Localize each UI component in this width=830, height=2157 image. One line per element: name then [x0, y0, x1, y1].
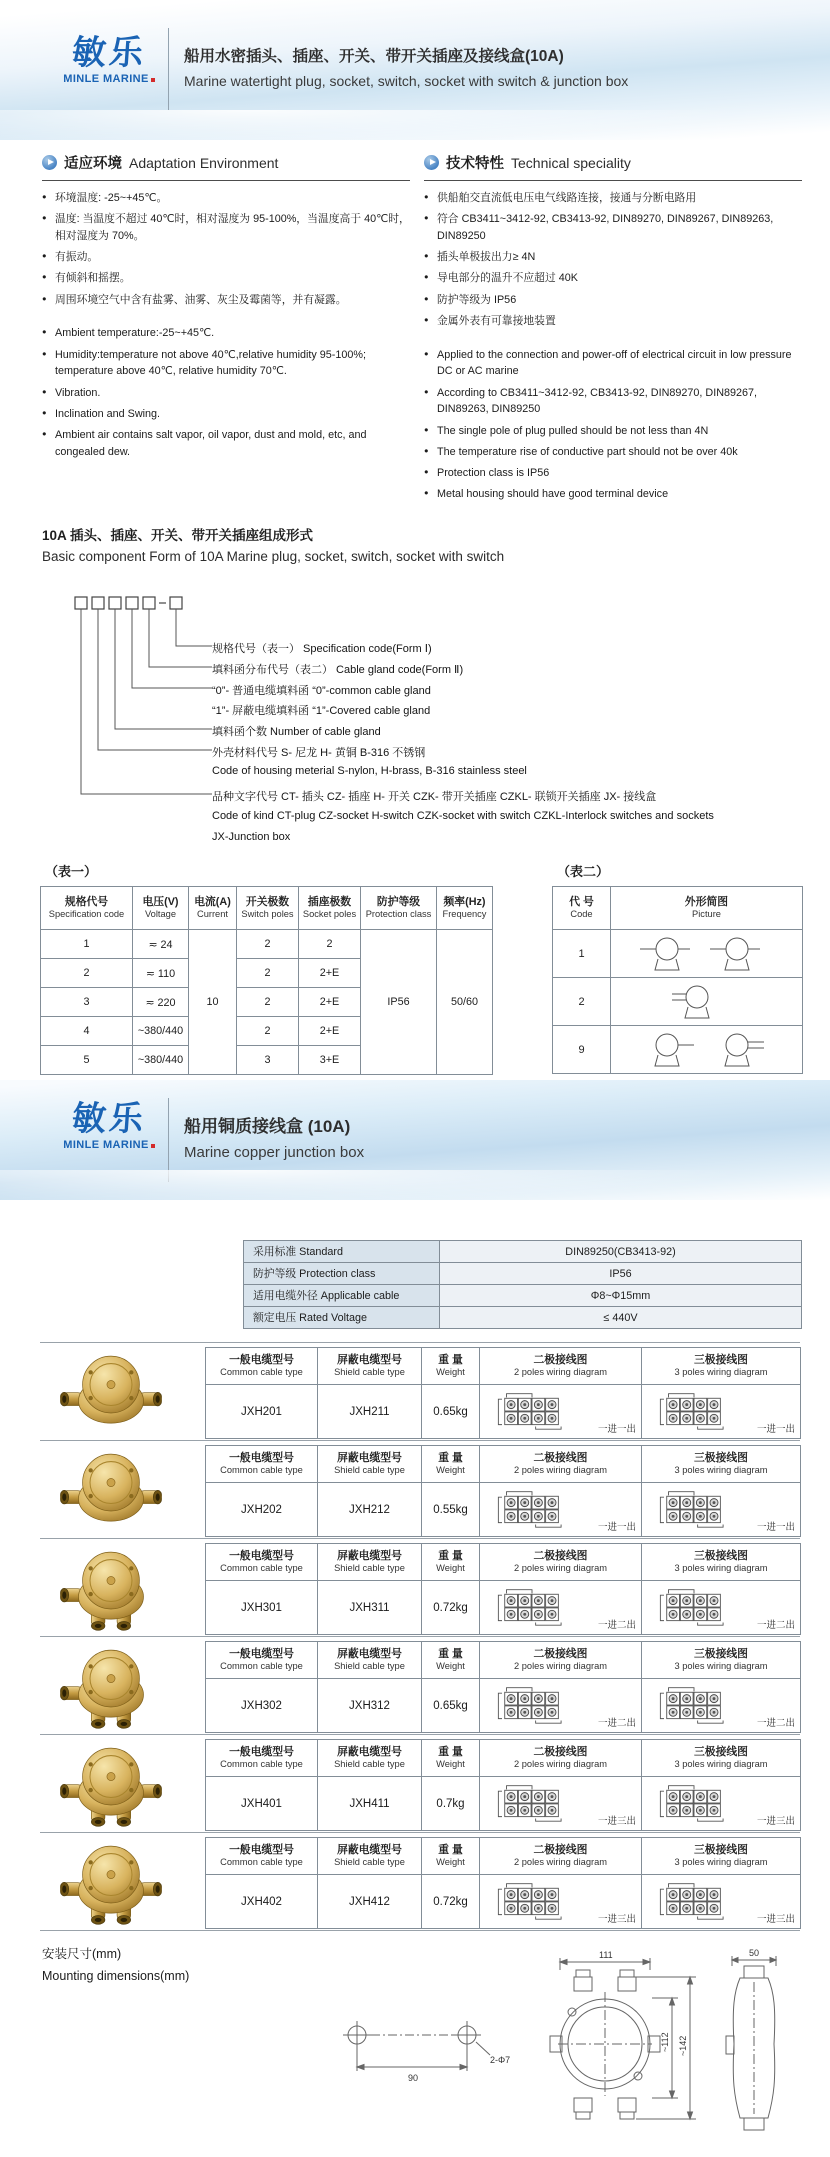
component-form-title-en: Basic component Form of 10A Marine plug, socket, switch, socket with switch: [42, 549, 505, 564]
column-header: 重 量 Weight: [422, 1544, 480, 1581]
bullet-item: ● The temperature rise of conductive part should not be over 40k: [424, 444, 802, 461]
form1-header: 规格代号 Specification code: [41, 887, 133, 930]
column-header: 二极接线图 2 poles wiring diagram: [480, 1544, 642, 1581]
bullet-item: ● 周围环境空气中含有盐雾、油雾、灰尘及霉菌等，并有凝露。: [42, 292, 410, 309]
wiring-diagram-2pole: [480, 1875, 642, 1929]
weight: 0.65kg: [422, 1679, 480, 1733]
product-block-jxh301: [40, 1538, 800, 1637]
gland-code: 1: [553, 930, 611, 978]
table-row: [206, 1679, 801, 1733]
page2-title: [184, 1112, 364, 1161]
dim-hole-spec: 2-Φ7: [490, 2055, 511, 2065]
product-block-jxh401: [40, 1734, 800, 1833]
mounting-label: [42, 1944, 189, 1983]
page2-title-en: Marine copper junction box: [184, 1144, 365, 1161]
flow-label: 一进三出: [597, 1816, 636, 1827]
table-row: [41, 930, 493, 959]
spec-code: 5: [41, 1046, 133, 1075]
voltage: ~380/440: [133, 1046, 189, 1075]
bullet-item: ● 供船舶交直流低电压电气线路连接，接通与分断电路用: [424, 190, 802, 207]
standard-value: Φ8~Φ15mm: [440, 1285, 802, 1307]
column-header: 一般电缆型号 Common cable type: [206, 1838, 318, 1875]
switch-poles: 2: [237, 1017, 299, 1046]
column-header: 屏蔽电缆型号 Shield cable type: [318, 1544, 422, 1581]
table-row: [206, 1385, 801, 1439]
dim-hole-span: 90: [408, 2073, 419, 2083]
standards-table: [243, 1240, 802, 1329]
product-table: [205, 1641, 801, 1733]
voltage: ~380/440: [133, 1017, 189, 1046]
adaptation-heading-en: Adaptation Environment: [129, 154, 279, 171]
form1-header: 电压(V) Voltage: [133, 887, 189, 930]
table-row: [553, 978, 803, 1026]
gland-code: 2: [553, 978, 611, 1026]
adaptation-heading: [42, 152, 410, 181]
technical-heading-en: Technical speciality: [511, 154, 631, 171]
wiring-diagram-3pole: [642, 1875, 801, 1929]
flow-label: 一进三出: [597, 1914, 636, 1925]
logo-en-text: MINLE MARINE: [50, 73, 168, 85]
socket-poles: 2+E: [299, 959, 361, 988]
column-header: 重 量 Weight: [422, 1838, 480, 1875]
column-header: 三极接线图 3 poles wiring diagram: [642, 1446, 801, 1483]
table-row: [206, 1581, 801, 1635]
column-header: 一般电缆型号 Common cable type: [206, 1544, 318, 1581]
logo-en-text: MINLE MARINE: [50, 1139, 168, 1151]
standard-label: 防护等级 Protection class: [244, 1263, 440, 1285]
column-header: 三极接线图 3 poles wiring diagram: [642, 1740, 801, 1777]
column-header: 屏蔽电缆型号 Shield cable type: [318, 1740, 422, 1777]
shield-model: JXH312: [318, 1679, 422, 1733]
flow-label: 一进二出: [597, 1718, 636, 1729]
table-row: [553, 930, 803, 978]
table-row: [206, 1777, 801, 1831]
bullet-item: ● Ambient air contains salt vapor, oil vapor, dust and mold, etc, and congealed dew.: [42, 427, 410, 460]
socket-poles: 2: [299, 930, 361, 959]
column-header: 屏蔽电缆型号 Shield cable type: [318, 1348, 422, 1385]
adaptation-heading-cn: 适应环境: [64, 156, 122, 172]
product-block-jxh202: [40, 1440, 800, 1539]
column-header: 一般电缆型号 Common cable type: [206, 1642, 318, 1679]
product-photo: [48, 1446, 174, 1534]
section-divider: [40, 1930, 800, 1931]
table-row: [553, 1026, 803, 1074]
brand-logo: [50, 36, 168, 85]
dim-depth: 50: [749, 1948, 760, 1958]
spec-code: 3: [41, 988, 133, 1017]
column-header: 三极接线图 3 poles wiring diagram: [642, 1642, 801, 1679]
form2-caption: （表二）: [557, 864, 610, 879]
logo-cn-text: 敏乐: [70, 1100, 148, 1138]
flow-label: 一进一出: [756, 1424, 795, 1435]
protection-class: IP56: [361, 930, 437, 1075]
table-row: [244, 1241, 802, 1263]
wiring-diagram-3pole: [642, 1679, 801, 1733]
gland-diagram-9: [611, 1026, 803, 1074]
wiring-diagram-2pole: [480, 1483, 642, 1537]
wiring-diagram-2pole: [480, 1777, 642, 1831]
product-photo: [48, 1544, 174, 1632]
play-circle-icon: [424, 155, 439, 170]
shield-model: JXH411: [318, 1777, 422, 1831]
mounting-label-cn: 安装尺寸(mm): [42, 1947, 122, 1961]
switch-poles: 2: [237, 959, 299, 988]
product-block-jxh302: [40, 1636, 800, 1735]
code-label: “1”- 屏蔽电缆填料函 “1”-Covered cable gland: [212, 705, 431, 717]
weight: 0.65kg: [422, 1385, 480, 1439]
flow-label: 一进三出: [756, 1816, 795, 1827]
form1-caption: （表一）: [45, 864, 98, 879]
code-label: 填料函个数 Number of cable gland: [212, 726, 381, 738]
code-label: 规格代号（表一） Specification code(Form Ⅰ): [212, 643, 432, 655]
shield-model: JXH412: [318, 1875, 422, 1929]
technical-section: [424, 152, 802, 508]
gland-diagram-2: [611, 978, 803, 1026]
spec-code: 4: [41, 1017, 133, 1046]
column-header: 三极接线图 3 poles wiring diagram: [642, 1544, 801, 1581]
dim-height2: ~142: [678, 2035, 688, 2056]
page1-title-cn: 船用水密插头、插座、开关、带开关插座及接线盒(10A): [184, 48, 564, 65]
code-label: 外壳材料代号 S- 尼龙 H- 黄铜 B-316 不锈钢: [212, 747, 426, 759]
brand-logo: [50, 1102, 168, 1151]
column-header: 三极接线图 3 poles wiring diagram: [642, 1838, 801, 1875]
product-table: [205, 1543, 801, 1635]
spec-code: 1: [41, 930, 133, 959]
socket-poles: 3+E: [299, 1046, 361, 1075]
column-header: 重 量 Weight: [422, 1446, 480, 1483]
column-header: 二极接线图 2 poles wiring diagram: [480, 1642, 642, 1679]
code-label: Code of kind CT-plug CZ-socket H-switch CZK-socket with switch CZKL-Interlock switches and sockets: [212, 810, 714, 822]
product-table: [205, 1837, 801, 1929]
table-row: [206, 1483, 801, 1537]
shield-model: JXH211: [318, 1385, 422, 1439]
page1-header-band: [0, 0, 830, 140]
wiring-diagram-2pole: [480, 1581, 642, 1635]
logo-accent-mark: [151, 78, 155, 82]
bullet-item: ● 插头单极拔出力≥ 4N: [424, 249, 802, 266]
dim-height1: ~112: [660, 2032, 670, 2052]
wiring-diagram-2pole: [480, 1679, 642, 1733]
bullet-item: ● Inclination and Swing.: [42, 406, 410, 423]
header-divider: [168, 28, 169, 110]
wiring-diagram-2pole: [480, 1385, 642, 1439]
component-form-title-cn: 10A 插头、插座、开关、带开关插座组成形式: [42, 528, 314, 543]
code-label: “0”- 普通电缆填料函 “0”-common cable gland: [212, 685, 431, 697]
weight: 0.72kg: [422, 1875, 480, 1929]
voltage: ≂ 24: [133, 930, 189, 959]
flow-label: 一进二出: [756, 1718, 795, 1729]
mounting-front-view: [540, 1948, 710, 2153]
bullet-item: ● 防护等级为 IP56: [424, 292, 802, 309]
header-divider: [168, 1098, 169, 1182]
code-label: 品种文字代号 CT- 插头 CZ- 插座 H- 开关 CZK- 带开关插座 CZKL- 联锁开关插座 JX- 接线盒: [212, 791, 657, 803]
dim-width: 111: [599, 1950, 613, 1960]
technical-bullets-en: [424, 347, 802, 503]
column-header: 一般电缆型号 Common cable type: [206, 1446, 318, 1483]
gland-diagram-1: [611, 930, 803, 978]
product-photo: [48, 1838, 174, 1926]
voltage: ≂ 110: [133, 959, 189, 988]
common-model: JXH401: [206, 1777, 318, 1831]
form2-table: [552, 886, 803, 1074]
wiring-diagram-3pole: [642, 1385, 801, 1439]
column-header: 屏蔽电缆型号 Shield cable type: [318, 1642, 422, 1679]
bullet-item: ● Vibration.: [42, 385, 410, 402]
form1-header: 电流(A) Current: [189, 887, 237, 930]
voltage: ≂ 220: [133, 988, 189, 1017]
product-table: [205, 1445, 801, 1537]
technical-heading-cn: 技术特性: [446, 156, 504, 172]
mounting-holes-drawing: [332, 2005, 527, 2095]
adaptation-bullets-cn: [42, 190, 410, 308]
standard-label: 额定电压 Rated Voltage: [244, 1307, 440, 1329]
bullet-item: ● 金属外表有可靠接地装置: [424, 313, 802, 330]
code-label: 填料函分布代号（表二） Cable gland code(Form Ⅱ): [212, 664, 464, 676]
play-circle-icon: [42, 155, 57, 170]
weight: 0.55kg: [422, 1483, 480, 1537]
column-header: 屏蔽电缆型号 Shield cable type: [318, 1446, 422, 1483]
spec-code: 2: [41, 959, 133, 988]
common-model: JXH202: [206, 1483, 318, 1537]
standard-label: 适用电缆外径 Applicable cable: [244, 1285, 440, 1307]
code-label: Code of housing meterial S-nylon, H-brass, B-316 stainless steel: [212, 765, 527, 777]
form1-header: 防护等级 Protection class: [361, 887, 437, 930]
column-header: 屏蔽电缆型号 Shield cable type: [318, 1838, 422, 1875]
column-header: 二极接线图 2 poles wiring diagram: [480, 1446, 642, 1483]
common-model: JXH302: [206, 1679, 318, 1733]
bullet-item: ● The single pole of plug pulled should be not less than 4N: [424, 423, 802, 440]
wiring-diagram-3pole: [642, 1777, 801, 1831]
adaptation-section: [42, 152, 410, 465]
common-model: JXH402: [206, 1875, 318, 1929]
page2-title-cn: 船用铜质接线盒 (10A): [184, 1117, 351, 1136]
standard-value: IP56: [440, 1263, 802, 1285]
column-header: 一般电缆型号 Common cable type: [206, 1740, 318, 1777]
form1-header: 频率(Hz) Frequency: [437, 887, 493, 930]
flow-label: 一进一出: [597, 1424, 636, 1435]
column-header: 二极接线图 2 poles wiring diagram: [480, 1348, 642, 1385]
page1-title: [184, 44, 628, 89]
shield-model: JXH212: [318, 1483, 422, 1537]
column-header: 重 量 Weight: [422, 1348, 480, 1385]
flow-label: 一进三出: [756, 1914, 795, 1925]
technical-heading: [424, 152, 802, 181]
logo-cn-text: 敏乐: [70, 34, 148, 72]
bullet-item: ● Ambient temperature:-25~+45℃.: [42, 325, 410, 342]
mounting-side-view: [714, 1948, 799, 2153]
weight: 0.7kg: [422, 1777, 480, 1831]
logo-accent-mark: [151, 1144, 155, 1148]
component-form-title: [42, 524, 504, 564]
column-header: 重 量 Weight: [422, 1740, 480, 1777]
column-header: 三极接线图 3 poles wiring diagram: [642, 1348, 801, 1385]
page1-title-en: Marine watertight plug, socket, switch, socket with switch & junction box: [184, 73, 629, 89]
wiring-diagram-3pole: [642, 1483, 801, 1537]
table-row: [206, 1875, 801, 1929]
switch-poles: 3: [237, 1046, 299, 1075]
table-row: [244, 1307, 802, 1329]
switch-poles: 2: [237, 930, 299, 959]
bullet-item: ● 有振动。: [42, 249, 410, 266]
weight: 0.72kg: [422, 1581, 480, 1635]
adaptation-bullets-en: [42, 325, 410, 460]
mounting-label-en: Mounting dimensions(mm): [42, 1969, 190, 1983]
form2-header-code: 代 号 Code: [553, 887, 611, 930]
standard-label: 采用标准 Standard: [244, 1241, 440, 1263]
bullet-item: ● 温度: 当温度不超过 40℃时，相对湿度为 95-100%，当温度高于 40℃时，相对湿度为 70%。: [42, 211, 410, 244]
form1-header: 插座极数 Socket poles: [299, 887, 361, 930]
column-header: 二极接线图 2 poles wiring diagram: [480, 1740, 642, 1777]
technical-bullets-cn: [424, 190, 802, 330]
switch-poles: 2: [237, 988, 299, 1017]
flow-label: 一进二出: [756, 1620, 795, 1631]
bullet-item: ● Applied to the connection and power-off of electrical circuit in low pressure DC or AC marine: [424, 347, 802, 380]
bullet-item: ● 符合 CB3411~3412-92, CB3413-92, DIN89270, DIN89267, DIN89263, DIN89250: [424, 211, 802, 244]
product-photo: [48, 1348, 174, 1436]
flow-label: 一进一出: [597, 1522, 636, 1533]
table-row: [244, 1285, 802, 1307]
product-table: [205, 1347, 801, 1439]
bullet-item: ● Protection class is IP56: [424, 465, 802, 482]
bullet-item: ● Humidity:temperature not above 40℃,relative humidity 95-100%; temperature above 40℃, relative humidity 70℃.: [42, 347, 410, 380]
current: 10: [189, 930, 237, 1075]
flow-label: 一进二出: [597, 1620, 636, 1631]
standard-value: DIN89250(CB3413-92): [440, 1241, 802, 1263]
frequency: 50/60: [437, 930, 493, 1075]
form2-header-picture: 外形简图 Picture: [611, 887, 803, 930]
bullet-item: ● Metal housing should have good terminal device: [424, 486, 802, 503]
shield-model: JXH311: [318, 1581, 422, 1635]
code-label: JX-Junction box: [212, 831, 291, 843]
product-photo: [48, 1642, 174, 1730]
column-header: 重 量 Weight: [422, 1642, 480, 1679]
form1-header: 开关极数 Switch poles: [237, 887, 299, 930]
standard-value: ≤ 440V: [440, 1307, 802, 1329]
column-header: 二极接线图 2 poles wiring diagram: [480, 1838, 642, 1875]
page2-header-band: [0, 1080, 830, 1200]
bullet-item: ● 环境温度: -25~+45℃。: [42, 190, 410, 207]
bullet-item: ● 有倾斜和摇摆。: [42, 270, 410, 287]
bullet-item: ● 导电部分的温升不应超过 40K: [424, 270, 802, 287]
column-header: 一般电缆型号 Common cable type: [206, 1348, 318, 1385]
table-row: [244, 1263, 802, 1285]
product-photo: [48, 1740, 174, 1828]
socket-poles: 2+E: [299, 988, 361, 1017]
gland-code: 9: [553, 1026, 611, 1074]
wiring-diagram-3pole: [642, 1581, 801, 1635]
product-table: [205, 1739, 801, 1831]
common-model: JXH301: [206, 1581, 318, 1635]
flow-label: 一进一出: [756, 1522, 795, 1533]
product-block-jxh402: [40, 1832, 800, 1931]
common-model: JXH201: [206, 1385, 318, 1439]
form1-table: [40, 886, 493, 1075]
socket-poles: 2+E: [299, 1017, 361, 1046]
bullet-item: ● According to CB3411~3412-92, CB3413-92, DIN89270, DIN89267, DIN89263, DIN89250: [424, 385, 802, 418]
product-block-jxh201: [40, 1342, 800, 1441]
